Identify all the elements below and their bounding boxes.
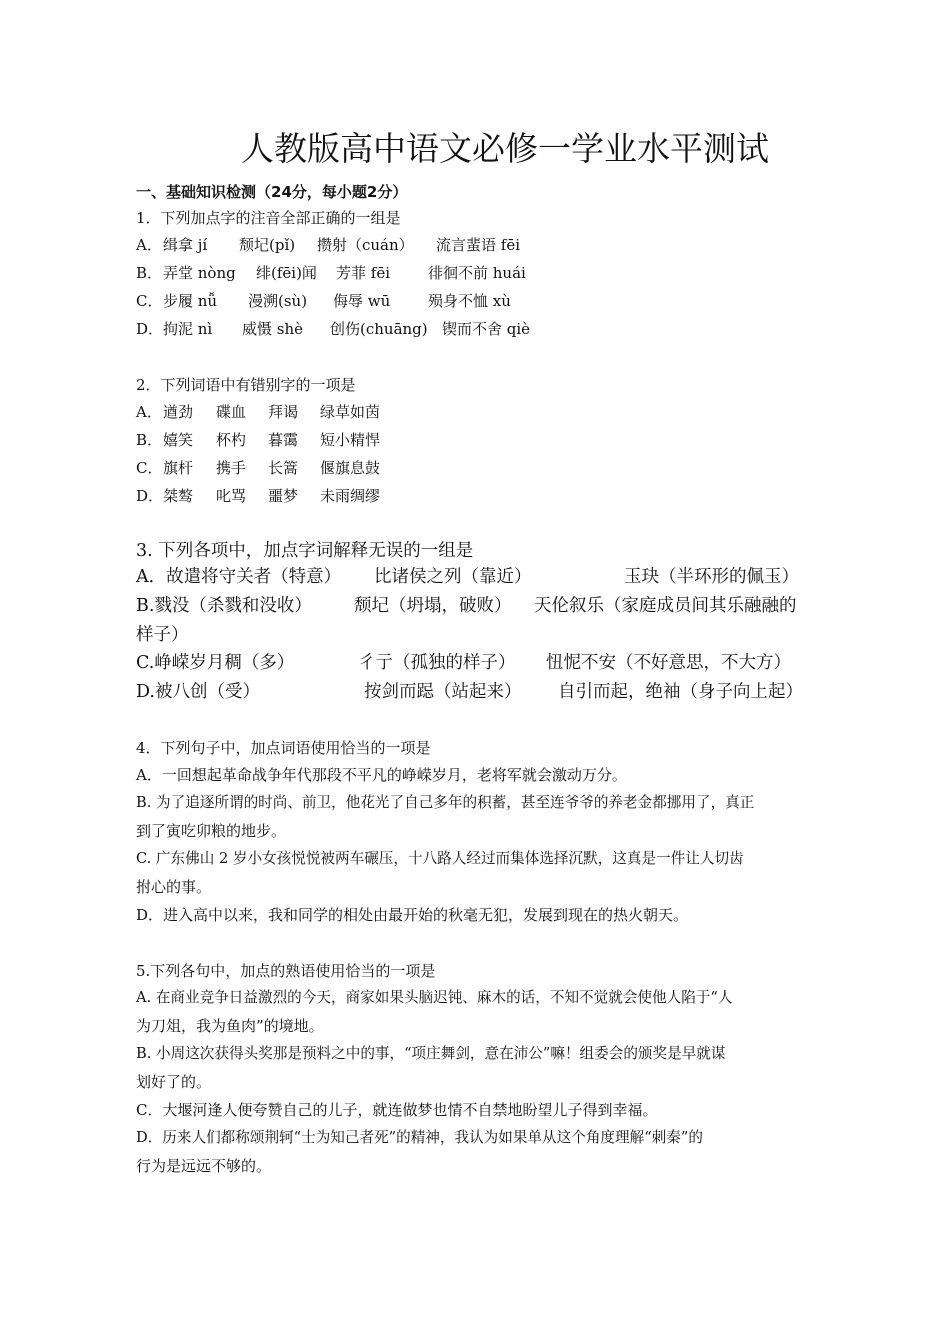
q5-option-a: A. 在商业竞争日益激烈的今天，商家如果头脑迟钝、麻木的话，不知不觉就会使他人陷于“人 [136, 989, 733, 1006]
q2-option-d: D． 桀骜 叱骂 噩梦 未雨绸缪 [136, 487, 381, 505]
q2-option-b: B． 嬉笑 杯杓 暮霭 短小精悍 [136, 431, 381, 449]
q4-option-b-cont: 到了寅吃卯粮的地步。 [136, 822, 287, 840]
q5-option-d-cont: 行为是远远不够的。 [136, 1157, 272, 1175]
q4-option-c: C. 广东佛山 2 岁小女孩悦悦被两车碾压，十八路人经过而集体选择沉默，这真是一件让人切齿 [136, 850, 744, 867]
q5-stem: 5.下列各句中，加点的熟语使用恰当的一项是 [136, 962, 436, 980]
q3-option-b-cont: 样子） [136, 625, 189, 645]
q5-option-d: D．历来人们都称颂荆轲“士为知己者死”的精神，我认为如果单从这个角度理解“刺秦”的 [136, 1129, 703, 1146]
q2-option-a: A． 遒劲 碟血 拜谒 绿草如茵 [136, 403, 381, 421]
q1-stem: 1．下列加点字的注音全部正确的一组是 [136, 209, 401, 227]
section-heading: 一、基础知识检测（24分，每小题2分） [136, 183, 408, 201]
q4-option-d: D．进入高中以来，我和同学的相处由最开始的秋毫无犯，发展到现在的热火朝天。 [136, 906, 689, 924]
q4-stem: 4．下列句子中，加点词语使用恰当的一项是 [136, 739, 431, 757]
q4-option-b: B. 为了追逐所谓的时尚、前卫，他花光了自己多年的积蓄，甚至连爷爷的养老金都挪用了，真正 [136, 794, 755, 811]
q1-option-d: D． 拘泥 nì 威慑 shè 创伤(chuāng) 锲而不舍 qiè [136, 320, 531, 338]
q1-option-c: C． 步履 nǚ 漫溯(sù) 侮辱 wū 殒身不恤 xù [136, 292, 511, 310]
q5-option-a-cont: 为刀俎，我为鱼肉”的境地。 [136, 1017, 324, 1035]
q3-option-d: D.被八创（受） 按剑而跽（站起来） 自引而起，绝袖（身子向上起） [136, 682, 803, 702]
page-title: 人教版高中语文必修一学业水平测试 [241, 129, 769, 168]
q3-option-a: A．故遣将守关者（特意） 比诸侯之列（靠近） 玉玦（半环形的佩玉） [136, 567, 799, 587]
q3-option-c: C.峥嵘岁月稠（多） 彳亍（孤独的样子） 忸怩不安（不好意思，不大方） [136, 653, 791, 673]
q1-option-b: B． 弄堂 nòng 绯(fēi)闻 芳菲 fēi 徘徊不前 huái [136, 264, 526, 282]
q3-stem: 3. 下列各项中，加点字词解释无误的一组是 [136, 541, 474, 561]
q4-option-c-cont: 拊心的事。 [136, 878, 212, 896]
q5-option-c: C．大堰河逢人便夸赞自己的儿子，就连做梦也情不自禁地盼望儿子得到幸福。 [136, 1101, 658, 1119]
q1-option-a: A． 缉拿 jí 颓圮(pǐ) 攒射（cuán） 流言蜚语 fēi [136, 236, 520, 254]
q5-option-b-cont: 划好了的。 [136, 1073, 212, 1091]
q5-option-b: B. 小周这次获得头奖那是预料之中的事，“项庄舞剑，意在沛公”嘛！组委会的颁奖是早就谋 [136, 1045, 726, 1062]
q2-option-c: C． 旗杆 携手 长篙 偃旗息鼓 [136, 459, 381, 477]
q4-option-a: A．一回想起革命战争年代那段不平凡的峥嵘岁月，老将军就会激动万分。 [136, 766, 627, 784]
q2-stem: 2．下列词语中有错别字的一项是 [136, 376, 356, 394]
q3-option-b: B.戮没（杀戮和没收） 颓圮（坍塌，破败） 天伦叙乐（家庭成员间其乐融融的 [136, 596, 797, 616]
